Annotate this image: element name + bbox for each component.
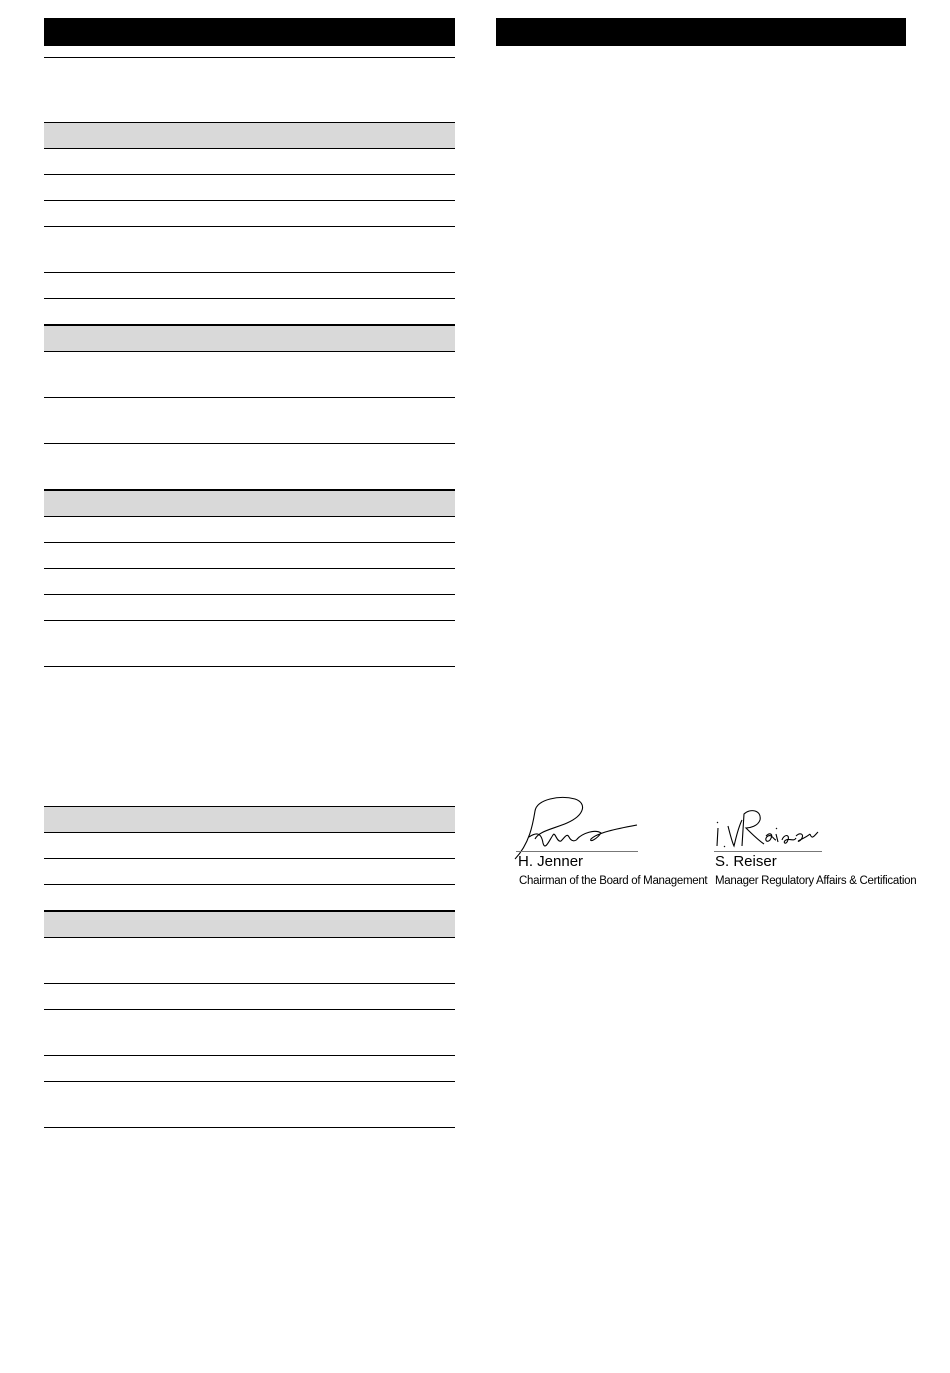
table-row: [44, 175, 455, 201]
table-row: [44, 595, 455, 621]
table-row: [44, 859, 455, 885]
top-divider: [44, 57, 455, 58]
right-header-bar: [496, 18, 906, 46]
table-row: [44, 517, 455, 543]
spec-table-lower: [44, 806, 455, 1128]
table-row: [44, 1010, 455, 1056]
table-row: [44, 543, 455, 569]
table-row: [44, 201, 455, 227]
table-row: [44, 833, 455, 859]
table-row: [44, 227, 455, 273]
table-row: [44, 299, 455, 325]
table-row: [44, 621, 455, 667]
table-row: [44, 569, 455, 595]
section-header: [44, 490, 455, 517]
signatory-name: S. Reiser: [715, 853, 777, 870]
table-row: [44, 273, 455, 299]
signatory-title: Manager Regulatory Affairs & Certification: [715, 875, 917, 887]
signatory-name: H. Jenner: [518, 853, 584, 870]
left-header-bar: [44, 18, 455, 46]
section-header: [44, 806, 455, 833]
table-row: [44, 1056, 455, 1082]
section-header: [44, 122, 455, 149]
handwritten-signature-icon: [712, 806, 824, 850]
table-row: [44, 352, 455, 398]
section-header: [44, 325, 455, 352]
signature-line: [714, 851, 822, 852]
left-column-header: [44, 18, 455, 46]
table-row: [44, 1082, 455, 1128]
table-row: [44, 149, 455, 175]
signatory-title: Chairman of the Board of Management: [519, 875, 708, 887]
section-header: [44, 911, 455, 938]
table-row: [44, 938, 455, 984]
table-row: [44, 984, 455, 1010]
table-row: [44, 398, 455, 444]
table-row: [44, 444, 455, 490]
spec-table: [44, 122, 455, 667]
right-column-header: [496, 18, 906, 46]
signature-line: [516, 851, 638, 852]
table-row: [44, 885, 455, 911]
